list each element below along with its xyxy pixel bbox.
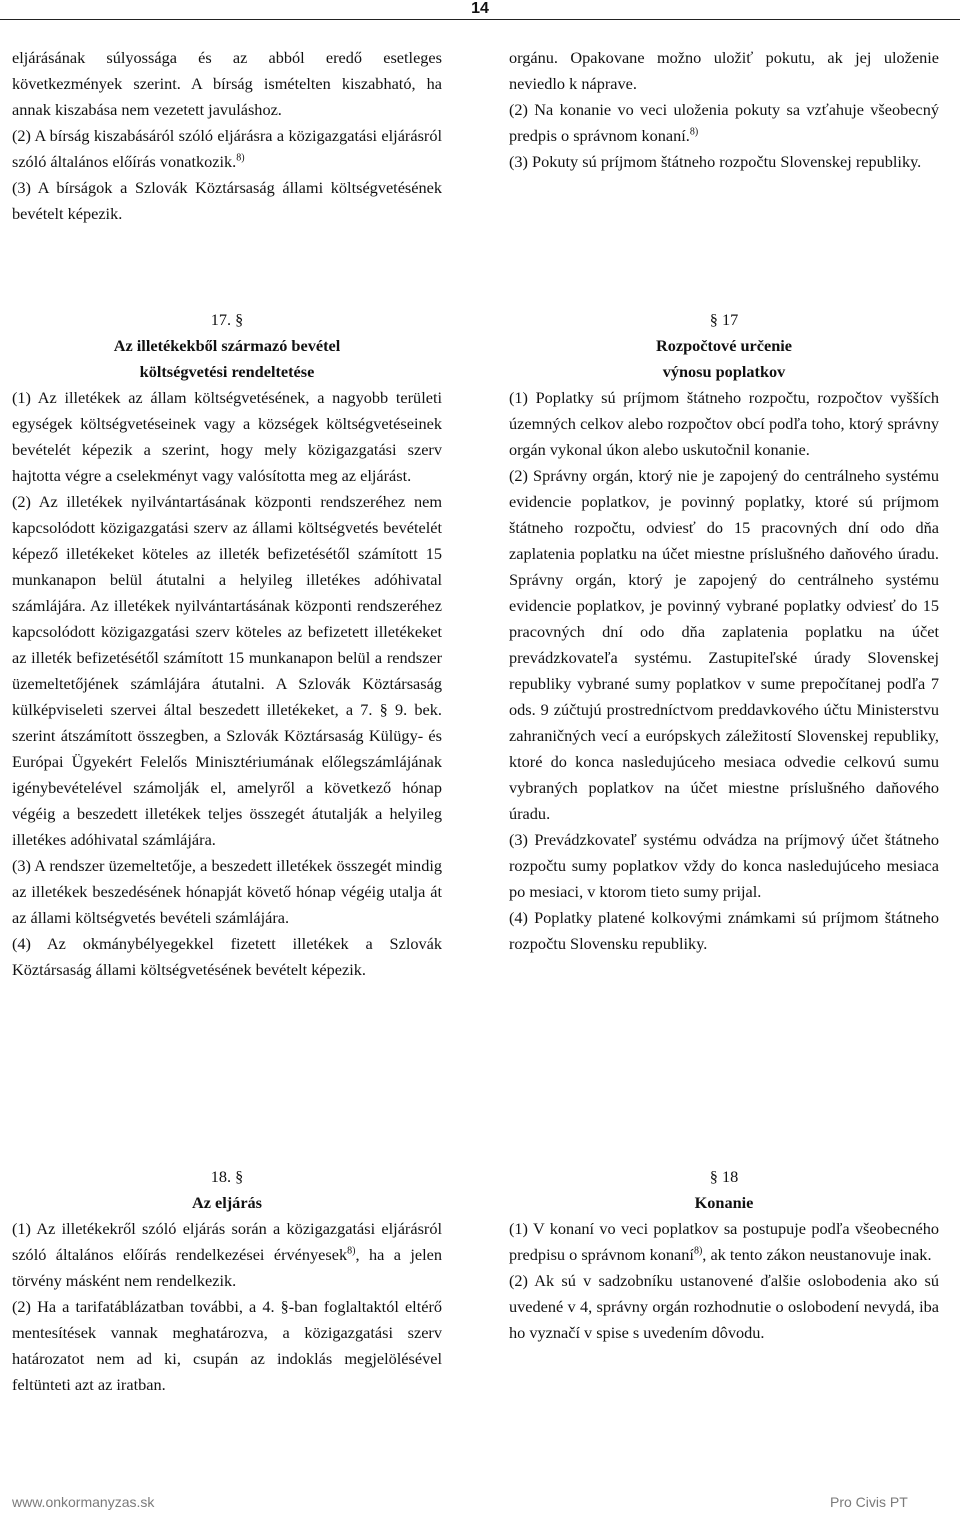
hu-section-18 [12,1164,442,1398]
section-number: § 17 [709,310,739,329]
sk-paragraph: (2) Správny orgán, ktorý nie je zapojený do centrálneho systému evidencie poplatkov, je povinný poplatky, ktoré sú príjmom štátneho rozpočtu, odviesť do 15 pracovných dní odo dňa zaplatenia poplatku na účet miestne príslušného daňového úradu. Správny orgán, ktorý je zapojený do centrálneho systému evidencie poplatkov, je povinný vybrané poplatky odviesť do 15 pracovných dní odo dňa zaplatenia poplatku na účet prevádzkovateľa systému. Zastupiteľské úrady Slovenskej republiky vybrané sumy poplatkov v sume prepočítanej podľa 7 ods. 9 zúčtujú prostredníctvom preddavkového účtu Ministerstvu zahraničných vecí a európskych záležitostí Slovenskej republiky, ktoré do konca nasledujúceho mesiaca odvedie celkovú sumu vybraných poplatkov na účet miestne príslušného daňového úradu. [509,466,939,823]
section-title: költségvetési rendeltetése [139,362,315,381]
hu-paragraph: (1) Az illetékekről szóló eljárás során a közigazgatási eljárásról szóló általános előírás rendelkezései érvényesek$^{8)}$, ha a jelen törvény másként nem rendelkezik. [12,1219,442,1290]
footnote-ref: 8) [236,152,245,164]
hu-section-17 [12,307,442,983]
hu-paragraph: (4) Az okmánybélyegekkel fizetett illetékek a Szlovák Köztársaság állami költségvetésének bevételt képezik. [12,934,442,979]
sk-paragraph: (4) Poplatky platené kolkovými známkami sú príjmom štátneho rozpočtu Slovensku republiky. [509,908,939,953]
sk-section-17 [509,307,939,957]
page-number: 14 [471,0,489,17]
sk-paragraph: (1) Poplatky sú príjmom štátneho rozpočtu, rozpočtov vyšších územných celkov alebo rozpočtov obcí podľa toho, ktorý správny orgán vykonal úkon alebo uskutočnil konanie. [509,388,939,459]
section-number: 17. § [210,310,244,329]
footnote-ref: 8) [693,1245,703,1257]
section-title: Konanie [694,1193,754,1212]
sk-paragraph: orgánu. Opakovane možno uložiť pokutu, ak jej uloženie neviedlo k náprave. [509,48,939,93]
sk-section-18 [509,1164,939,1346]
header-rule [0,19,960,20]
footnote-ref: 8) [689,126,699,138]
hu-paragraph: (3) A bírságok a Szlovák Köztársaság állami költségvetésének bevételt képezik. [12,178,442,223]
section-title: Rozpočtové určenie [655,336,793,355]
sk-paragraph: (3) Pokuty sú príjmom štátneho rozpočtu Slovenskej republiky. [509,152,922,171]
sk-continuation [509,45,939,175]
sk-paragraph: (3) Prevádzkovateľ systému odvádza na príjmový účet štátneho rozpočtu sumy poplatkov vždy do konca nasledujúceho mesiaca po mesiaci, v ktorom tieto sumy prijal. [509,830,939,901]
section-number: § 18 [709,1167,739,1186]
sk-paragraph: (1) V konaní vo veci poplatkov sa postupuje podľa všeobecného predpisu o správnom konaní$^{8)}$, ak tento zákon neustanovuje inak. [509,1219,939,1264]
footer-publisher: Pro Civis PT [830,1494,908,1510]
hu-paragraph: (2) A bírság kiszabásáról szóló eljárásra a közigazgatási eljárásról szóló általános előírás vonatkozik.$^{8)}$ [12,126,442,171]
footnote-ref: 8) [347,1245,356,1257]
section-title: Az illetékekből származó bevétel [113,336,341,355]
hu-paragraph: eljárásának súlyossága és az abból eredő esetleges következmények szerint. A bírság ismételten kiszabható, ha annak kiszabása nem vezetett javuláshoz. [12,48,442,119]
hu-paragraph: (1) Az illetékek az állam költségvetésének, a nagyobb területi egységek költségvetéseinek vagy a községek költségvetéseinek bevételét képezik a szerint, hogy mely közigazgatási szerv hajtotta végre a cselekményt vagy valósította meg az eljárást. [12,388,442,485]
footer-website: www.onkormanyzas.sk [12,1494,155,1510]
sk-paragraph: (2) Ak sú v sadzobníku ustanovené ďalšie oslobodenia ako sú uvedené v 4, správny orgán rozhodnutie o oslobodení nevydá, iba ho vyznačí v spise s uvedením dôvodu. [509,1271,939,1342]
hu-paragraph: (3) A rendszer üzemeltetője, a beszedett illetékek összegét mindig az illetékek beszedésének hónapját követő hónap végéig utalja át az állami költségvetés bevételi számlájára. [12,856,442,927]
hu-paragraph: (2) Ha a tarifatáblázatban további, a 4. §-ban foglaltaktól eltérő mentesítések vannak meghatározva, a közigazgatási szerv határozatot nem ad ki, csupán az indoklás megjelölésével feltünteti azt az iratban. [12,1297,443,1394]
sk-paragraph: (2) Na konanie vo veci uloženia pokuty sa vzťahuje všeobecný predpis o správnom konaní.$^{8)}$ [509,100,939,145]
section-title: Az eljárás [191,1193,263,1212]
hu-continuation [12,45,442,227]
hu-paragraph: (2) Az illetékek nyilvántartásának központi rendszeréhez nem kapcsolódott közigazgatási szerv az állami költségvetés bevételét képező illetékeket köteles az illeték befizetésétől számított 15 munkanapon belül átutalni a helyileg illetékes adóhivatal számlájára. Az illetékek nyilvántartásának központi rendszeréhez kapcsolódott közigazgatási szerv köteles az befizetett illetékeket az illeték befizetésétől számított 15 munkanapon belül a rendszer üzemeltetőjének számlájára átutalni. A Szlovák Köztársaság külképviseleti szervei által beszedett illetékeket, a 7. § 9. bek. szerint átszámított összegben, a Szlovák Köztársaság Külügy- és Európai Ügyekért Felelős Minisztériumának előlegszámlájának igénybevételével számolják el, amelyről a következő hónap végéig a beszedett illetékek teljes összegét átutalják a helyileg illetékes adóhivatal számlájára. [12,492,442,849]
section-title: výnosu poplatkov [662,362,786,381]
section-number: 18. § [210,1167,244,1186]
